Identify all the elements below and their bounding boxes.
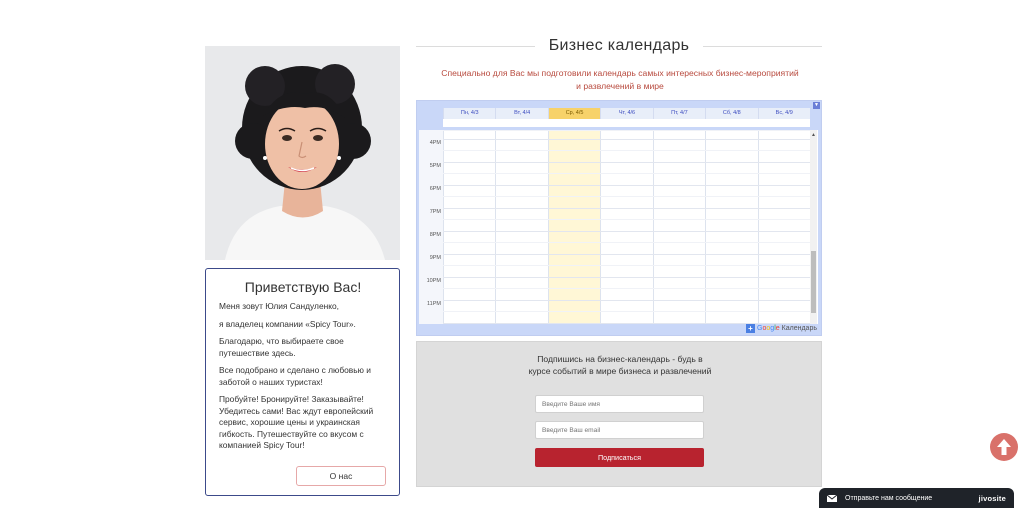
grid-line <box>443 150 810 151</box>
heading-divider <box>703 46 822 47</box>
all-day-row[interactable] <box>443 119 810 128</box>
section-subtitle: Специально для Вас мы подготовили календарь самых интересных бизнес-мероприятий и развлечений в мире <box>441 68 799 91</box>
grid-line <box>443 219 810 220</box>
plus-icon: + <box>746 324 755 333</box>
time-column <box>419 130 443 324</box>
calendar-day-header <box>443 108 810 119</box>
subscribe-form <box>416 341 822 487</box>
grid-line <box>443 185 810 186</box>
day-header-today[interactable]: Ср, 4/5 <box>548 108 600 119</box>
grid-line <box>443 311 810 312</box>
grid-line <box>443 277 810 278</box>
time-label: 9PM <box>429 255 441 261</box>
time-label: 6PM <box>429 186 441 192</box>
grid-line <box>443 162 810 163</box>
google-logo: Google <box>757 324 780 332</box>
grid-line <box>443 208 810 209</box>
chat-brand: jivosite <box>978 493 1006 503</box>
scroll-to-top-button[interactable] <box>990 433 1018 461</box>
scroll-thumb[interactable] <box>811 251 816 313</box>
subscribe-text: Подпишись на бизнес-календарь - будь в курсе событий в мире бизнеса и развлечений <box>528 354 712 376</box>
google-calendar-link[interactable] <box>746 323 817 333</box>
google-calendar-embed[interactable] <box>416 100 822 336</box>
grid-line <box>443 242 810 243</box>
grid-line <box>443 130 810 131</box>
greeting-paragraph: Благодарю, что выбираете свое путешествие здесь. <box>219 336 344 358</box>
day-column[interactable] <box>600 130 652 324</box>
grid-line <box>443 254 810 255</box>
page-title: Бизнес календарь <box>548 37 690 54</box>
time-label: 4PM <box>429 140 441 146</box>
chat-label: Отправьте нам сообщение <box>845 494 933 502</box>
day-header[interactable]: Сб, 4/8 <box>705 108 757 119</box>
day-header[interactable]: Пт, 4/7 <box>653 108 705 119</box>
day-column[interactable] <box>653 130 705 324</box>
calendar-time-grid[interactable] <box>419 130 818 324</box>
time-label: 7PM <box>429 209 441 215</box>
day-header[interactable]: Вс, 4/9 <box>758 108 810 119</box>
greeting-paragraph: Все подобрано и сделано с любовью и заботой о наших туристах! <box>219 365 371 387</box>
day-column[interactable] <box>758 130 810 324</box>
profile-photo <box>205 46 400 260</box>
greeting-paragraph: Пробуйте! Бронируйте! Заказывайте! Убедитесь сами! Вас ждут европейский сервис, хорошие цены и украинская гибкость. Путешествуйте со вкусом с компанией Spicy Tour! <box>219 394 374 450</box>
time-label: 10PM <box>426 278 441 284</box>
grid-line <box>443 231 810 232</box>
grid-line <box>443 265 810 266</box>
email-input[interactable] <box>535 421 704 439</box>
grid-line <box>443 196 810 197</box>
time-label: 8PM <box>429 232 441 238</box>
mail-icon <box>827 495 837 502</box>
section-heading <box>416 36 822 56</box>
day-header[interactable]: Вт, 4/4 <box>495 108 547 119</box>
greeting-card <box>205 268 400 496</box>
name-input[interactable] <box>535 395 704 413</box>
heading-divider <box>416 46 535 47</box>
day-column[interactable] <box>495 130 547 324</box>
day-column[interactable] <box>443 130 495 324</box>
chat-widget[interactable] <box>819 488 1014 508</box>
grid-line <box>443 139 810 140</box>
time-label: 5PM <box>429 163 441 169</box>
greeting-paragraph: Меня зовут Юлия Сандуленко, <box>219 301 339 311</box>
scroll-up-icon[interactable]: ▲ <box>811 132 816 138</box>
grid-line <box>443 300 810 301</box>
day-column-today[interactable] <box>548 130 600 324</box>
about-button[interactable]: О нас <box>296 466 386 486</box>
time-label: 11PM <box>427 301 441 307</box>
calendar-brand-label: Календарь <box>781 324 817 332</box>
calendar-menu-toggle[interactable]: ▼ <box>814 102 819 108</box>
day-header[interactable]: Чт, 4/6 <box>600 108 652 119</box>
calendar-scrollbar[interactable] <box>810 130 817 324</box>
subscribe-button[interactable]: Подписаться <box>535 448 704 467</box>
greeting-paragraph: я владелец компании «Spicy Tour». <box>219 318 356 329</box>
grid-line <box>443 288 810 289</box>
day-columns <box>443 130 810 324</box>
arrow-up-icon <box>997 439 1011 455</box>
day-column[interactable] <box>705 130 757 324</box>
day-header[interactable]: Пн, 4/3 <box>443 108 495 119</box>
greeting-title: Приветствую Вас! <box>244 279 362 295</box>
grid-line <box>443 173 810 174</box>
